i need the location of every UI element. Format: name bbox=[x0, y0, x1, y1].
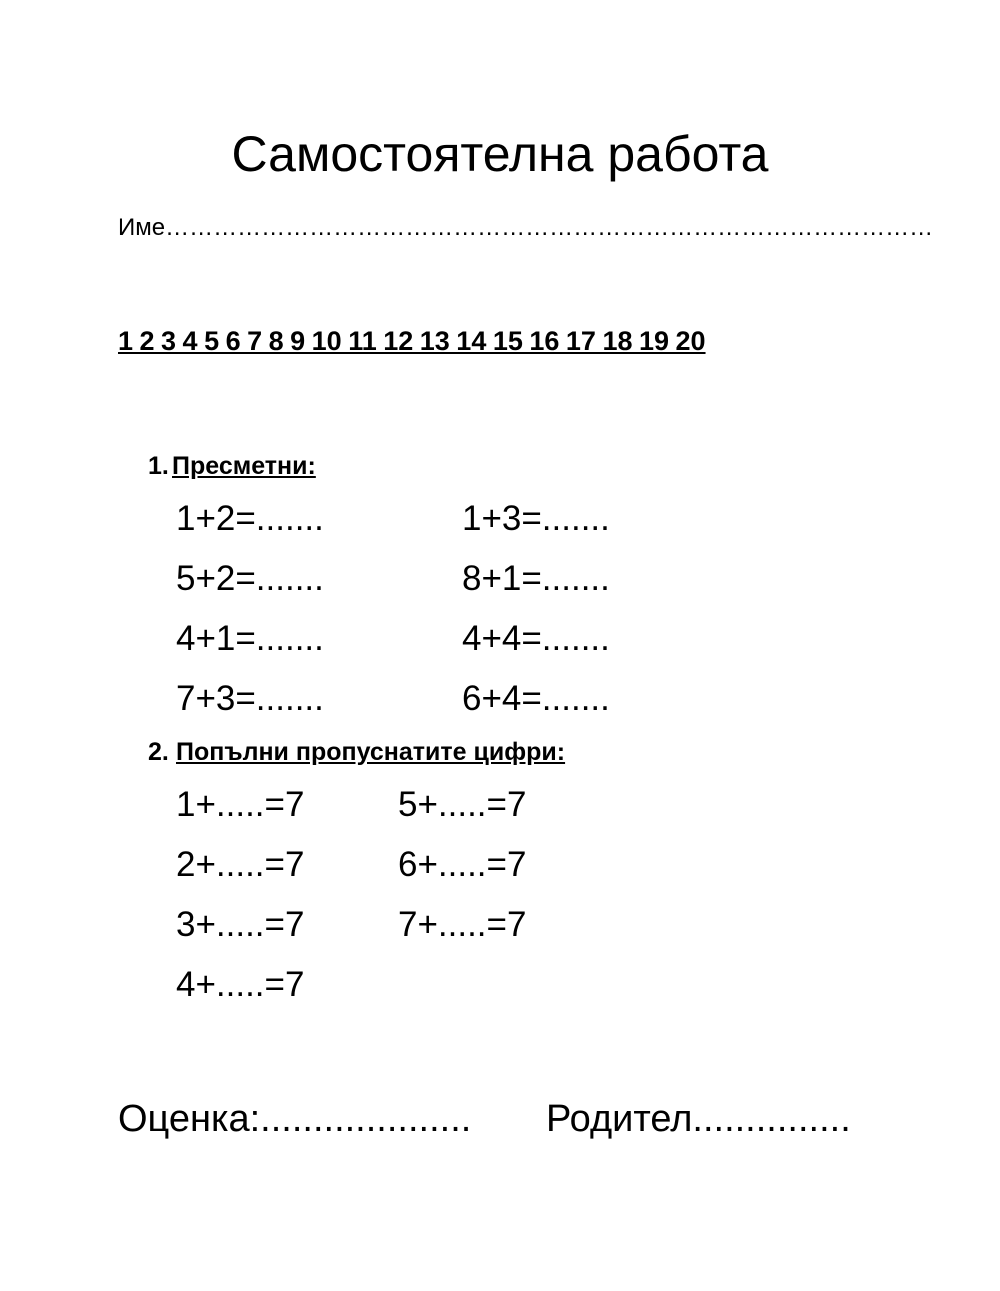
task1-number: 1. bbox=[148, 452, 169, 480]
task2-expression: 7+.....=7 bbox=[398, 905, 527, 944]
task2-expression: 5+.....=7 bbox=[398, 785, 527, 824]
task1-expression: 4+1=....... bbox=[176, 619, 324, 658]
task1-expression: 7+3=....... bbox=[176, 679, 324, 718]
parent-signature-field: Родител............... bbox=[546, 1098, 851, 1140]
grade-field: Оценка:.................... bbox=[118, 1098, 472, 1140]
task2-number: 2. bbox=[148, 738, 169, 766]
task2-expression: 3+.....=7 bbox=[176, 905, 305, 944]
task1-label: Пресметни: bbox=[172, 452, 316, 480]
task1-expression: 8+1=....... bbox=[462, 559, 610, 598]
task1-expression: 4+4=....... bbox=[462, 619, 610, 658]
task1-expression: 1+3=....... bbox=[462, 499, 610, 538]
task2-expression: 4+.....=7 bbox=[176, 965, 305, 1004]
task1-expression: 6+4=....... bbox=[462, 679, 610, 718]
task1-expression: 1+2=....... bbox=[176, 499, 324, 538]
numbers-line: 1 2 3 4 5 6 7 8 9 10 11 12 13 14 15 16 17 18 19 20 bbox=[118, 326, 706, 356]
task2-expression: 2+.....=7 bbox=[176, 845, 305, 884]
page-title: Самостоятелна работа bbox=[231, 126, 769, 182]
name-line: Име…………………………………………………………………………………… bbox=[118, 214, 934, 241]
task1-expression: 5+2=....... bbox=[176, 559, 324, 598]
task2-expression: 1+.....=7 bbox=[176, 785, 305, 824]
task2-expression: 6+.....=7 bbox=[398, 845, 527, 884]
task2-label: Попълни пропуснатите цифри: bbox=[176, 738, 566, 766]
